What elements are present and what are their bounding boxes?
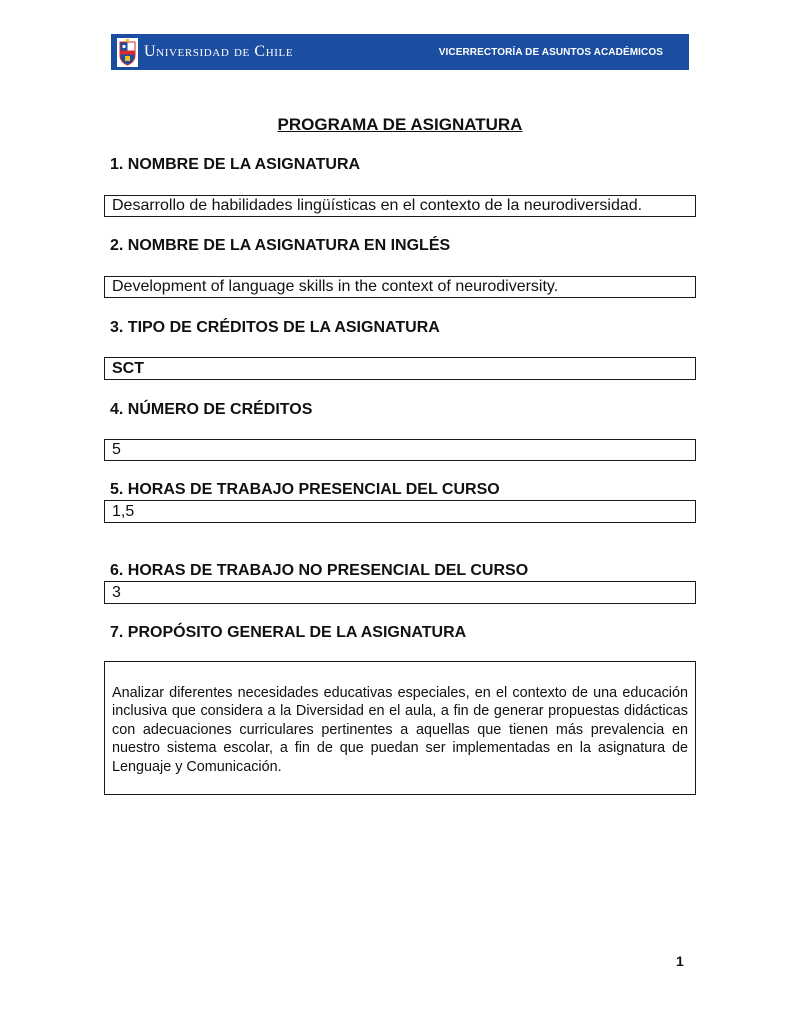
- course-name-value: Desarrollo de habilidades lingüísticas en el contexto de la neurodiversidad.: [104, 195, 696, 217]
- remote-hours-value: 3: [104, 581, 696, 604]
- section-heading-purpose: 7. PROPÓSITO GENERAL DE LA ASIGNATURA: [110, 624, 467, 641]
- page-title: PROGRAMA DE ASIGNATURA: [277, 115, 523, 134]
- page-number: 1: [676, 953, 684, 969]
- credit-type-value: SCT: [104, 357, 696, 380]
- in-person-hours-value: 1,5: [104, 500, 696, 523]
- section-heading-course-name-english: 2. NOMBRE DE LA ASIGNATURA EN INGLÉS: [110, 237, 451, 254]
- university-crest-icon: [117, 38, 138, 67]
- purpose-box: [104, 661, 696, 795]
- office-name: VICERRECTORÍA DE ASUNTOS ACADÉMICOS: [438, 46, 663, 58]
- course-name-english-value: Development of language skills in the context of neurodiversity.: [104, 276, 696, 298]
- header-banner: [111, 34, 689, 70]
- section-heading-remote-hours: 6. HORAS DE TRABAJO NO PRESENCIAL DEL CURSO: [110, 562, 529, 579]
- section-heading-credit-count: 4. NÚMERO DE CRÉDITOS: [110, 401, 313, 418]
- brand: [117, 38, 293, 67]
- section-heading-in-person-hours: 5. HORAS DE TRABAJO PRESENCIAL DEL CURSO: [110, 481, 500, 498]
- institution-name: Universidad de Chile: [144, 43, 294, 60]
- section-heading-course-name: 1. NOMBRE DE LA ASIGNATURA: [110, 156, 361, 173]
- section-heading-credit-type: 3. TIPO DE CRÉDITOS DE LA ASIGNATURA: [110, 319, 440, 336]
- purpose-text: Analizar diferentes necesidades educativas especiales, en el contexto de una educación inclusiva que considera a la Diversidad en el aula, a fin de generar propuestas didácticas con adecuaciones curriculares pertinentes a aquellas que tienen más prevalencia en nuestro sistema escolar, a fin de que puedan ser implementadas en la asignatura de Lenguaje y Comunicación.: [112, 685, 688, 775]
- credit-count-value: 5: [104, 439, 696, 461]
